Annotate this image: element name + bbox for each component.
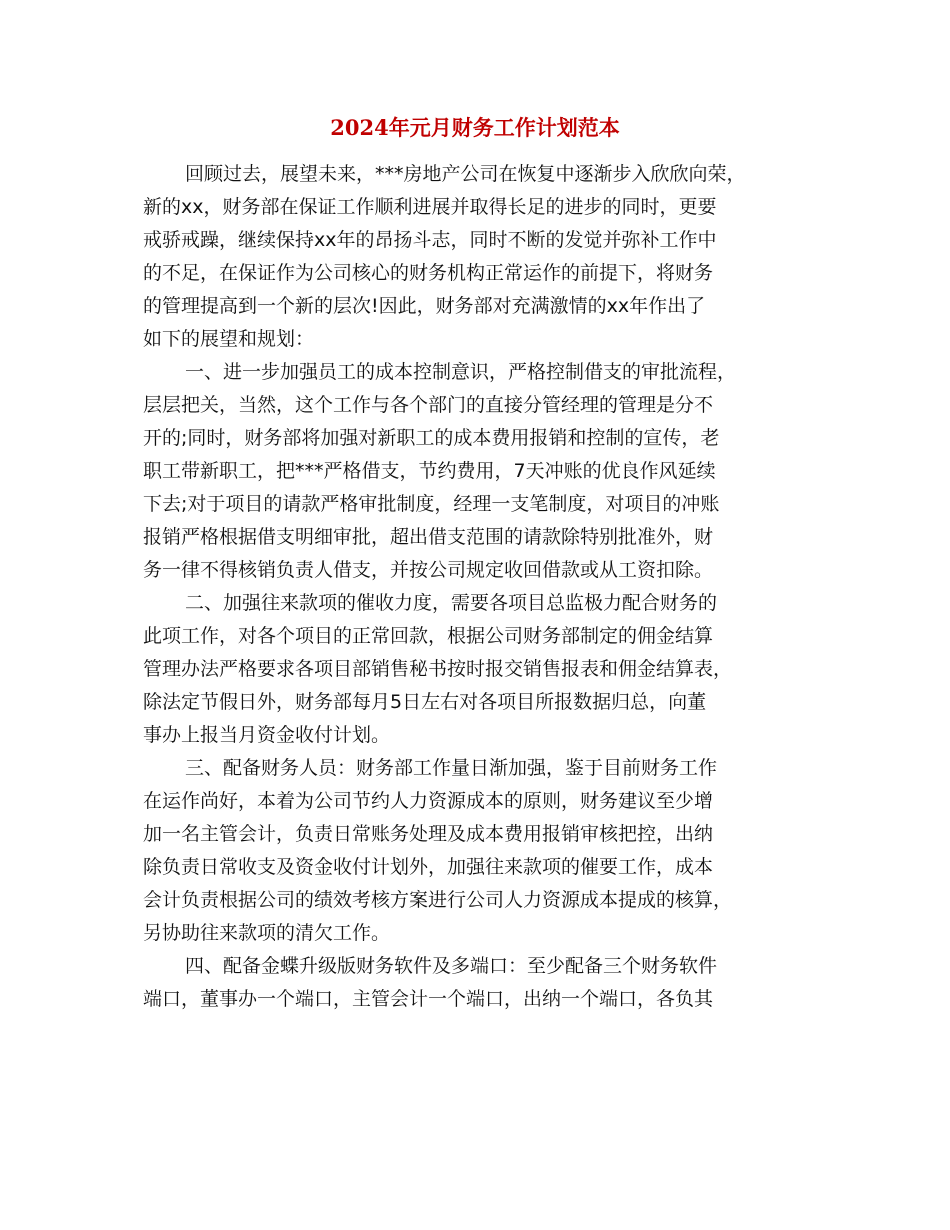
paragraph-line: 务一律不得核销负责人借支，并按公司规定收回借款或从工资扣除。 [143,559,714,581]
paragraph-line: 在运作尚好，本着为公司节约人力资源成本的原则，财务建议至少增 [143,790,714,812]
paragraph-line: 除负责日常收支及资金收付计划外，加强往来款项的催要工作，成本 [143,856,714,878]
paragraph-line: 除法定节假日外，财务部每月5日左右对各项目所报数据归总，向董 [143,691,707,713]
paragraph-first-line: 一、进一步加强员工的成本控制意识，严格控制借支的审批流程， [185,361,737,383]
paragraph-line: 报销严格根据借支明细审批，超出借支范围的请款除特别批准外，财 [143,526,714,548]
paragraph-line: 管理办法严格要求各项目部销售秘书按时报交销售报表和佣金结算表， [143,658,733,680]
document-body [143,158,823,1016]
paragraph-line: 另协助往来款项的清欠工作。 [143,922,391,944]
paragraph-line: 开的;同时，财务部将加强对新职工的成本费用报销和控制的宣传，老 [143,427,720,449]
paragraph-first-line: 三、配备财务人员：财务部工作量日渐加强，鉴于目前财务工作 [185,757,718,779]
paragraph-first-line: 二、加强往来款项的催收力度，需要各项目总监极力配合财务的 [185,592,718,614]
paragraph-line: 下去;对于项目的请款严格审批制度，经理一支笔制度，对项目的冲账 [143,493,720,515]
paragraph-line: 加一名主管会计，负责日常账务处理及成本费用报销审核把控，出纳 [143,823,714,845]
paragraph-line: 事办上报当月资金收付计划。 [143,724,391,746]
paragraph-first-line: 四、配备金蝶升级版财务软件及多端口：至少配备三个财务软件 [185,955,718,977]
paragraph-line: 会计负责根据公司的绩效考核方案进行公司人力资源成本提成的核算， [143,889,733,911]
document-title: 2024年元月财务工作计划范本 [330,115,620,140]
paragraph-line: 如下的展望和规划： [143,328,315,350]
paragraph-line: 端口，董事办一个端口，主管会计一个端口，出纳一个端口，各负其 [143,988,714,1010]
paragraph-line: 此项工作，对各个项目的正常回款，根据公司财务部制定的佣金结算 [143,625,714,647]
paragraph-first-line: 回顾过去，展望未来，***房地产公司在恢复中逐渐步入欣欣向荣， [185,163,746,185]
paragraph-line: 戒骄戒躁，继续保持xx年的昂扬斗志，同时不断的发觉并弥补工作中 [143,229,717,251]
paragraph-line: 新的xx，财务部在保证工作顺利进展并取得长足的进步的同时，更要 [143,196,717,218]
paragraph-line: 的不足，在保证作为公司核心的财务机构正常运作的前提下，将财务 [143,262,714,284]
paragraph-line: 的管理提高到一个新的层次!因此，财务部对充满激情的xx年作出了 [143,295,706,317]
paragraph-line: 层层把关，当然，这个工作与各个部门的直接分管经理的管理是分不 [143,394,714,416]
paragraph-line: 职工带新职工，把***严格借支，节约费用，7天冲账的优良作风延续 [143,460,716,482]
